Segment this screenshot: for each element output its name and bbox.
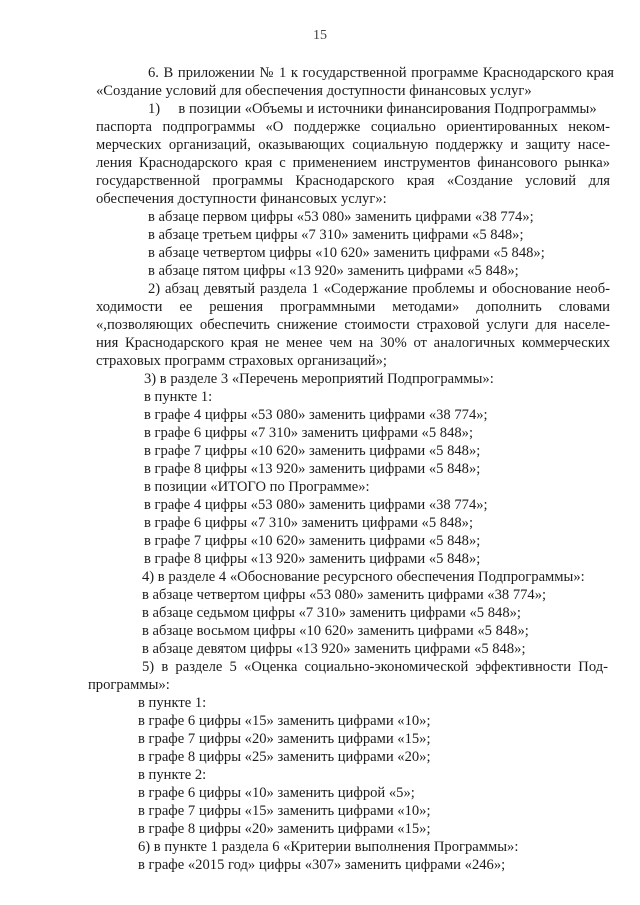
text-line: паспорта подпрограммы «О поддержке социально ориентированных неком-	[96, 119, 610, 135]
text-line: 6. В приложении № 1 к государственной программе Краснодарского края	[148, 65, 614, 81]
text-line: ходимости ее решения программными методами» дополнить словами	[96, 299, 610, 315]
text-line: в графе 8 цифры «13 920» заменить цифрами «5 848»;	[144, 461, 481, 477]
text-line: 3) в разделе 3 «Перечень мероприятий Подпрограммы»:	[144, 371, 494, 387]
text-line: мерческих организаций, оказывающих социальную поддержку и защиту насе-	[96, 137, 610, 153]
text-line: государственной программы Краснодарского края «Создание условий для	[96, 173, 610, 189]
text-line: в пункте 1:	[138, 695, 207, 711]
text-line: в графе 8 цифры «13 920» заменить цифрами «5 848»;	[144, 551, 481, 567]
text-line: в графе 6 цифры «10» заменить цифрой «5»;	[138, 785, 415, 801]
text-line: в абзаце восьмом цифры «10 620» заменить цифрами «5 848»;	[142, 623, 529, 639]
text-line: ния Краснодарского края не менее чем на 30% от аналогичных коммерческих	[96, 335, 610, 351]
text-line: в позиции «ИТОГО по Программе»:	[144, 479, 370, 495]
text-line: программы»:	[88, 677, 170, 693]
text-line: в графе 8 цифры «20» заменить цифрами «15»;	[138, 821, 431, 837]
text-line: в абзаце пятом цифры «13 920» заменить цифрами «5 848»;	[148, 263, 519, 279]
text-line: «,позволяющих обеспечить снижение стоимости страховой услуги для населе-	[96, 317, 610, 333]
text-line: 6) в пункте 1 раздела 6 «Критерии выполнения Программы»:	[138, 839, 519, 855]
text-line: в графе 4 цифры «53 080» заменить цифрами «38 774»;	[144, 407, 488, 423]
text-line: в графе 6 цифры «7 310» заменить цифрами «5 848»;	[144, 425, 474, 441]
text-line: в графе 6 цифры «15» заменить цифрами «10»;	[138, 713, 431, 729]
text-line: в графе «2015 год» цифры «307» заменить цифрами «246»;	[138, 857, 506, 873]
text-line: 2) абзац девятый раздела 1 «Содержание проблемы и обоснование необ-	[148, 281, 610, 297]
text-line: в абзаце седьмом цифры «7 310» заменить цифрами «5 848»;	[142, 605, 521, 621]
text-line: в абзаце четвертом цифры «10 620» заменить цифрами «5 848»;	[148, 245, 545, 261]
text-line: в графе 4 цифры «53 080» заменить цифрами «38 774»;	[144, 497, 488, 513]
text-line: страховых программ страховых организаций»;	[96, 353, 387, 369]
text-line: в абзаце первом цифры «53 080» заменить цифрами «38 774»;	[148, 209, 534, 225]
text-line: в пункте 2:	[138, 767, 207, 783]
text-line: в графе 7 цифры «10 620» заменить цифрами «5 848»;	[144, 443, 481, 459]
text-line: в абзаце девятом цифры «13 920» заменить цифрами «5 848»;	[142, 641, 526, 657]
text-line: 4) в разделе 4 «Обоснование ресурсного обеспечения Подпрограммы»:	[142, 569, 585, 585]
text-line: в графе 6 цифры «7 310» заменить цифрами «5 848»;	[144, 515, 474, 531]
text-line: 5) в разделе 5 «Оценка социально-экономической эффективности Под-	[142, 659, 608, 675]
text-line: в графе 7 цифры «15» заменить цифрами «10»;	[138, 803, 431, 819]
text-line: в пункте 1:	[144, 389, 213, 405]
text-line: «Создание условий для обеспечения доступности финансовых услуг»	[96, 83, 532, 99]
text-line: в графе 7 цифры «10 620» заменить цифрами «5 848»;	[144, 533, 481, 549]
text-line: в абзаце четвертом цифры «53 080» заменить цифрами «38 774»;	[142, 587, 547, 603]
text-line: в графе 7 цифры «20» заменить цифрами «15»;	[138, 731, 431, 747]
page-number: 15	[313, 28, 327, 43]
text-line: в графе 8 цифры «25» заменить цифрами «20»;	[138, 749, 431, 765]
text-line: 1) в позиции «Объемы и источники финансирования Подпрограммы»	[148, 101, 597, 117]
text-line: в абзаце третьем цифры «7 310» заменить цифрами «5 848»;	[148, 227, 524, 243]
text-line: обеспечения доступности финансовых услуг»:	[96, 191, 387, 207]
text-line: ления Краснодарского края с применением инструментов финансового рынка»	[96, 155, 610, 171]
